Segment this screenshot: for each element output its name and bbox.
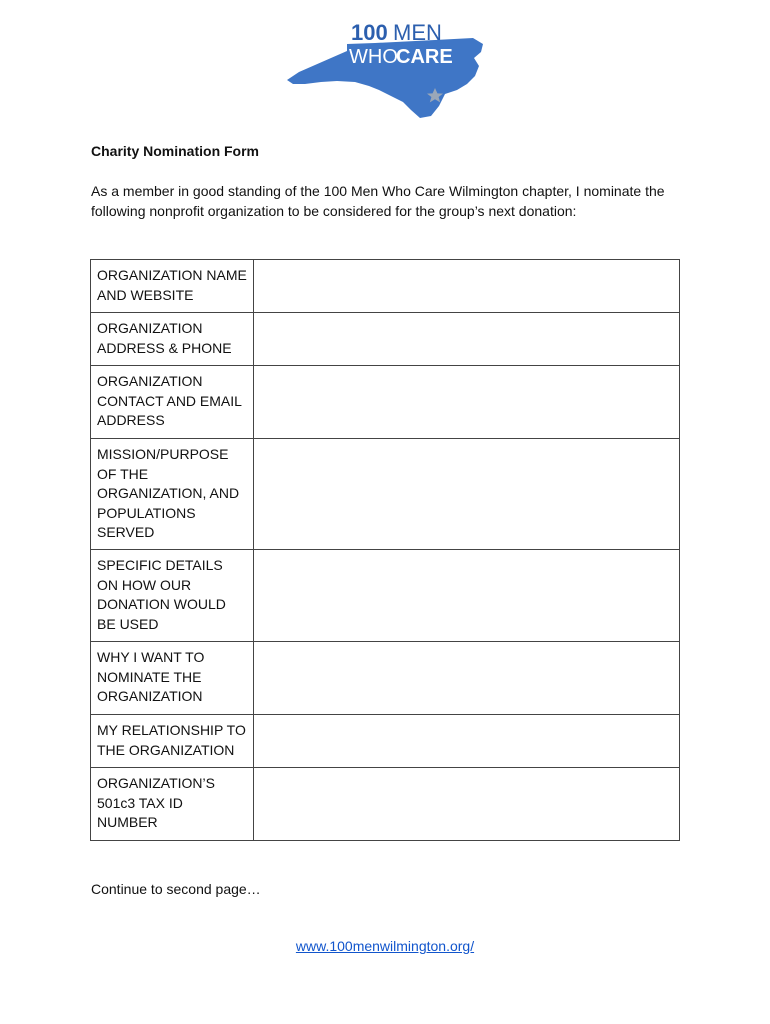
table-row <box>91 366 680 439</box>
table-row <box>91 260 680 313</box>
field-label-organization-contact: ORGANIZATION CONTACT AND EMAIL ADDRESS <box>91 366 254 439</box>
table-row <box>91 439 680 550</box>
organization-logo <box>285 18 490 124</box>
website-link[interactable]: www.100menwilmington.org/ <box>295 938 475 954</box>
field-label-mission: MISSION/PURPOSE OF THE ORGANIZATION, AND POPULATIONS SERVED <box>91 439 254 550</box>
field-value-mission[interactable] <box>254 439 680 550</box>
logo-who-text: WHO <box>349 46 398 68</box>
field-value-why-nominate[interactable] <box>254 642 680 715</box>
continue-note: Continue to second page… <box>91 881 261 897</box>
field-value-relationship[interactable] <box>254 715 680 768</box>
field-value-organization-contact[interactable] <box>254 366 680 439</box>
logo-100-text: 100 <box>351 20 388 45</box>
table-row <box>91 550 680 642</box>
field-label-relationship: MY RELATIONSHIP TO THE ORGANIZATION <box>91 715 254 768</box>
field-label-tax-id: ORGANIZATION’S 501c3 TAX ID NUMBER <box>91 768 254 841</box>
field-value-tax-id[interactable] <box>254 768 680 841</box>
field-label-organization-address: ORGANIZATION ADDRESS & PHONE <box>91 313 254 366</box>
field-value-organization-name[interactable] <box>254 260 680 313</box>
table-row <box>91 768 680 841</box>
table-row <box>91 642 680 715</box>
field-label-donation-details: SPECIFIC DETAILS ON HOW OUR DONATION WOULD BE USED <box>91 550 254 642</box>
intro-paragraph: As a member in good standing of the 100 Men Who Care Wilmington chapter, I nominate the following nonprofit organization to be considered for the group’s next donation: <box>91 183 665 219</box>
nomination-table <box>90 259 680 841</box>
field-value-organization-address[interactable] <box>254 313 680 366</box>
table-row <box>91 313 680 366</box>
north-carolina-map-logo <box>285 18 490 124</box>
field-value-donation-details[interactable] <box>254 550 680 642</box>
field-label-organization-name: ORGANIZATION NAME AND WEBSITE <box>91 260 254 313</box>
logo-care-text: CARE <box>396 46 453 68</box>
logo-men-text: MEN <box>393 20 442 45</box>
form-title: Charity Nomination Form <box>91 143 260 159</box>
table-row <box>91 715 680 768</box>
field-label-why-nominate: WHY I WANT TO NOMINATE THE ORGANIZATION <box>91 642 254 715</box>
footer <box>0 938 770 954</box>
